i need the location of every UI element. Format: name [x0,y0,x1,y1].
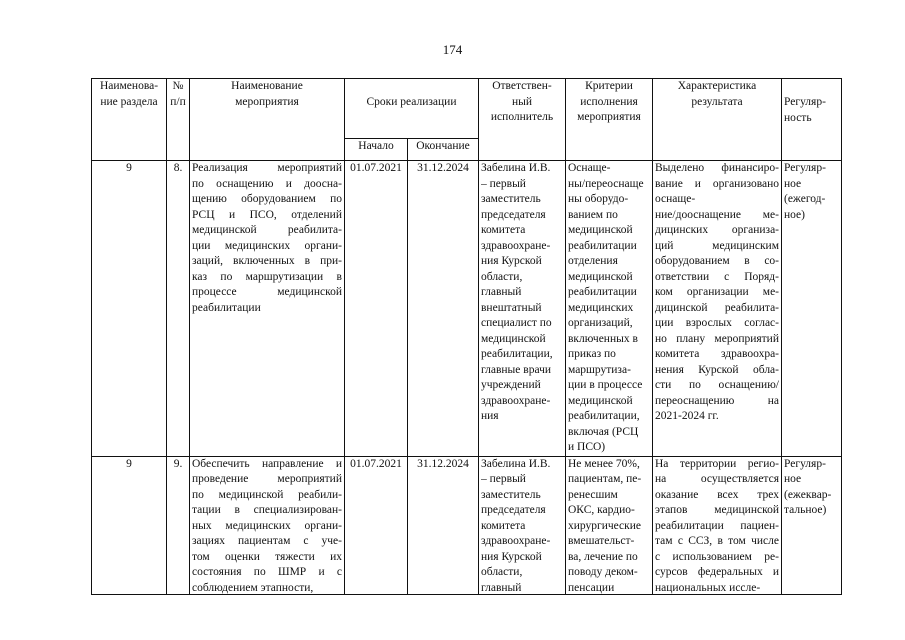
row-regularity [782,161,842,457]
cell-text-line: главный [481,581,522,594]
cell-text-line: нения Курской обла- [655,363,779,376]
cell-text-line: по медицинской реабили- [192,488,342,501]
cell-text-line: и ПСО) [568,441,606,453]
cell-text-line: состояния по ШМР и с [192,566,342,578]
row-criteria [566,456,653,594]
cell-text-line: ответствии с Поряд- [655,270,779,283]
row-number: 8. [167,161,190,457]
cell-text-line: Забелина И.В. [481,457,551,470]
cell-text-line: ных медицинских органи- [192,519,342,532]
cell-text-line: ны/переоснаще [568,177,644,190]
header-result: Характеристика результата [653,79,782,161]
cell-text-line: реабилитации [192,301,261,314]
table-row [92,161,842,457]
activities-table [91,78,842,595]
cell-text-line: национальных иссле- [655,581,761,594]
cell-text-line: здравоохране- [481,239,551,252]
cell-text-line: сти по оснащению/ [655,379,779,391]
cell-text-line: по оснащению и доосна- [192,177,342,190]
cell-text-line: – первый [481,473,526,485]
cell-text-line: ния [481,410,499,422]
cell-text-line: – первый [481,177,526,190]
cell-text-line: включая (РСЦ [568,425,639,438]
cell-text-line: РСЦ и ПСО, отделений [192,208,342,221]
cell-text-line: ное) [784,208,805,221]
header-section-name: Наименова- ние раздела [92,79,167,161]
cell-text-line: ОКС, кардио- [568,504,635,516]
cell-text-line: реабилитации, [481,348,553,360]
cell-text-line: каз по маршрутизации в [192,270,342,283]
header-end: Окончание [408,139,479,161]
cell-text-line: тации в специализирован- [192,504,342,516]
cell-text-line: реабилитации пациен- [655,519,779,532]
cell-text-line: проведение мероприятий [192,473,342,485]
cell-text-line: медицинских [568,301,634,314]
cell-text-line: Выделено финансиро- [655,162,779,174]
header-start: Начало [345,139,408,161]
cell-text-line: Регуляр- [784,457,826,470]
cell-text-line: медицинской [568,224,633,236]
cell-text-line: маршрутиза- [568,363,631,376]
cell-text-line: комитета [481,224,526,236]
cell-text-line: оборудованием в со- [655,255,779,267]
table-row [92,456,842,594]
page-number: 174 [442,42,463,57]
cell-text-line: ции медицинских органи- [192,239,342,252]
row-executor [479,161,566,457]
cell-text-line: поводу деком- [568,566,638,578]
cell-text-line: заций, включенных в при- [192,255,342,267]
row-section: 9 [92,456,167,594]
cell-text-line: ния Курской [481,255,542,267]
row-end-date: 31.12.2024 [408,456,479,594]
cell-text-line: процессе медицинской [192,286,342,298]
row-event-name [190,456,345,594]
cell-text-line: с использованием ре- [655,550,779,563]
cell-text-line: ное [784,473,802,485]
cell-text-line: но плану мероприятий [655,332,779,345]
header-terms: Сроки реализации [345,79,479,139]
cell-text-line: дицинской реабилита- [655,301,779,314]
header-event-name: Наименование мероприятия [190,79,345,161]
cell-text-line: учреждений [481,379,541,391]
row-result [653,456,782,594]
cell-text-line: ванием по [568,208,618,221]
cell-text-line: реабилитации [568,286,637,298]
cell-text-line: ние/дооснащение ме- [655,208,779,221]
cell-text-line: специалист по [481,317,552,329]
cell-text-line: медицинской реабилита- [192,224,342,236]
row-regularity [782,456,842,594]
header-criteria: Критерии исполнения мероприятия [566,79,653,161]
cell-text-line: комитета [481,519,526,532]
cell-text-line: соблюдением этапности, [192,581,314,594]
cell-text-line: щению оборудованием по [192,193,342,205]
row-start-date: 01.07.2021 [345,456,408,594]
cell-text-line: ции взрослых соглас- [655,317,779,329]
cell-text-line: ны оборудо- [568,193,629,205]
cell-text-line: главные врачи [481,363,552,376]
cell-text-line: там с ССЗ, в том числе [655,535,779,547]
cell-text-line: 2021-2024 гг. [655,410,719,422]
cell-text-line: ния Курской [481,550,542,563]
cell-text-line: Забелина И.В. [481,162,551,174]
cell-text-line: ции в процессе [568,379,643,391]
cell-text-line: комитета здравоохра- [655,348,779,360]
cell-text-line: (ежегод- [784,193,826,205]
cell-text-line: ренесшим [568,488,618,501]
cell-text-line: медицинской [568,270,633,283]
cell-text-line: зациях пациентам с уче- [192,535,342,547]
cell-text-line: ное [784,177,802,190]
header-row [92,79,842,139]
cell-text-line: Не менее 70%, [568,457,640,470]
cell-text-line: отделения [568,255,618,267]
cell-text-line: области, [481,566,523,578]
cell-text-line: председателя [481,504,546,516]
cell-text-line: пенсации [568,581,615,594]
row-start-date: 01.07.2021 [345,161,408,457]
row-result [653,161,782,457]
cell-text-line: том оценки тяжести их [192,550,342,563]
row-executor [479,456,566,594]
cell-text-line: заместитель [481,488,541,501]
cell-text-line: переоснащению на [655,394,779,407]
cell-text-line: пациентам, пе- [568,473,642,485]
cell-text-line: приказ по [568,348,616,360]
cell-text-line: включенных в [568,332,638,345]
cell-text-line: оказание всех трех [655,488,779,501]
cell-text-line: здравоохране- [481,535,551,547]
cell-text-line: На территории регио- [655,457,779,470]
cell-text-line: Оснаще- [568,162,611,174]
cell-text-line: организаций, [568,317,633,329]
header-regularity: Регуляр- ность [782,79,842,161]
cell-text-line: реабилитации [568,239,637,252]
row-number: 9. [167,456,190,594]
cell-text-line: внештатный [481,301,542,314]
row-criteria [566,161,653,457]
row-section: 9 [92,161,167,457]
cell-text-line: медицинской [568,394,633,407]
cell-text-line: области, [481,270,523,283]
cell-text-line: оснаще- [655,193,696,205]
cell-text-line: Регуляр- [784,162,826,174]
cell-text-line: реабилитации, [568,410,640,422]
cell-text-line: вмешательст- [568,535,635,547]
cell-text-line: Обеспечить направление и [192,457,342,470]
cell-text-line: медицинской [481,332,546,345]
header-number: № п/п [167,79,190,161]
cell-text-line: ва, лечение по [568,550,638,563]
cell-text-line: заместитель [481,193,541,205]
cell-text-line: этапов медицинской [655,504,779,516]
cell-text-line: дицинских организа- [655,224,779,236]
cell-text-line: на осуществляется [655,473,779,485]
cell-text-line: сурсов федеральных и [655,566,779,578]
cell-text-line: (ежеквар- [784,488,832,501]
cell-text-line: здравоохране- [481,394,551,407]
cell-text-line: ций медицинским [655,239,779,252]
cell-text-line: главный [481,286,522,298]
row-event-name [190,161,345,457]
cell-text-line: тальное) [784,504,827,516]
row-end-date: 31.12.2024 [408,161,479,457]
cell-text-line: вание и организовано [655,177,779,190]
cell-text-line: Реализация мероприятий [192,162,342,174]
header-executor: Ответствен- ный исполнитель [479,79,566,161]
cell-text-line: председателя [481,208,546,221]
cell-text-line: ком организации ме- [655,286,779,298]
cell-text-line: хирургические [568,519,641,532]
